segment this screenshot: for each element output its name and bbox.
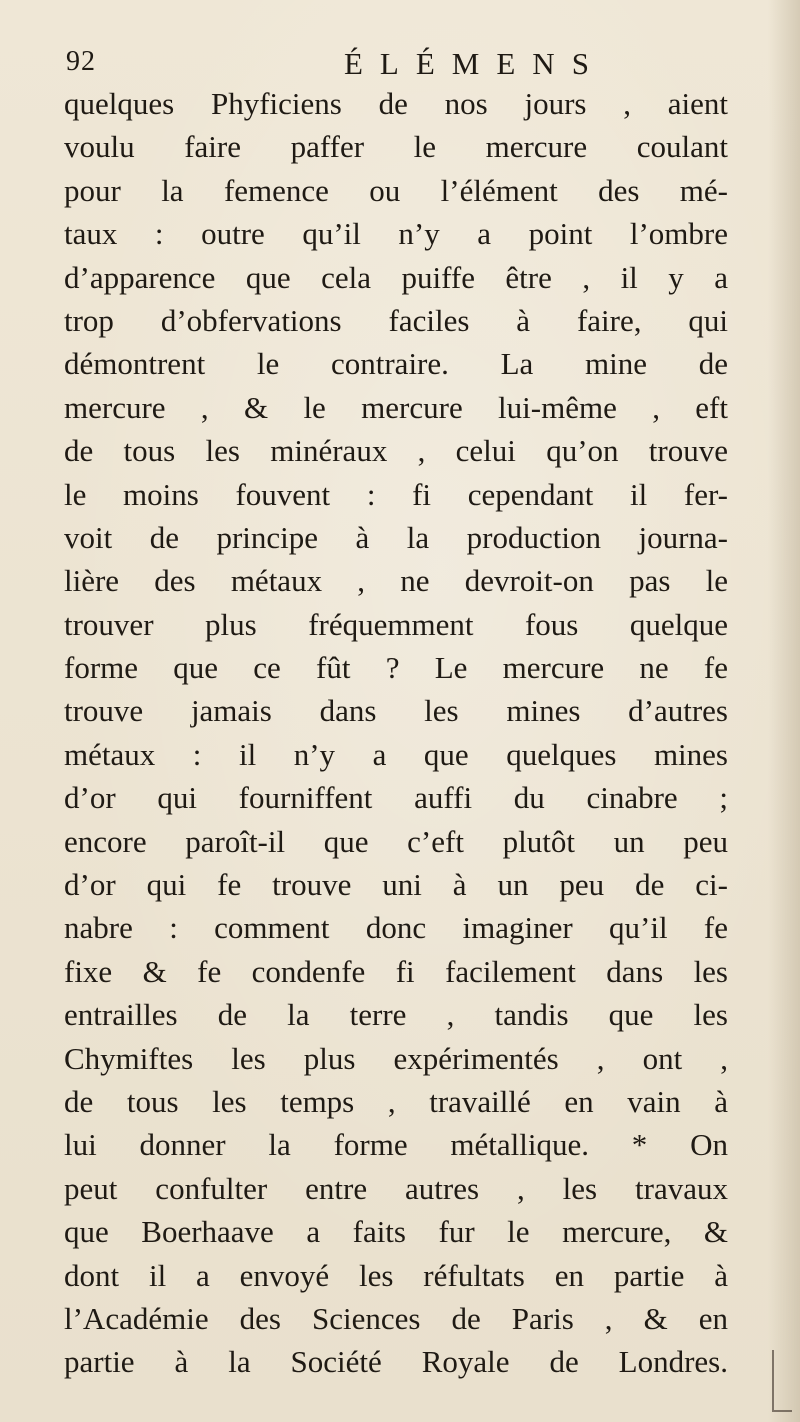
text-line: lui donner la forme métallique. * On — [64, 1127, 728, 1163]
text-line: pour la femence ou l’élément des mé- — [64, 172, 728, 208]
text-line: voit de principe à la production journa- — [64, 519, 728, 555]
running-head: ÉLÉMENS — [344, 46, 606, 81]
text-line: taux : outre qu’il n’y a point l’ombre — [64, 216, 728, 252]
text-line: entrailles de la terre , tandis que les — [64, 997, 728, 1033]
text-line: quelques Phyficiens de nos jours , aient — [64, 86, 728, 121]
text-line: que Boerhaave a faits fur le mercure, & — [64, 1214, 728, 1250]
text-line: encore paroît-il que c’eft plutôt un peu — [64, 823, 728, 859]
text-line: voulu faire paffer le mercure coulant — [64, 129, 728, 165]
text-line: peut confulter entre autres , les travaux — [64, 1170, 728, 1206]
text-line: d’or qui fourniffent auffi du cinabre ; — [64, 780, 728, 816]
body-text — [64, 82, 728, 1384]
text-line: d’or qui fe trouve uni à un peu de ci- — [64, 867, 728, 903]
page-number: 92 — [66, 46, 96, 77]
corner-mark — [772, 1350, 792, 1412]
text-line: fixe & fe condenfe fi facilement dans les — [64, 953, 728, 989]
text-line: forme que ce fût ? Le mercure ne fe — [64, 650, 728, 686]
text-line: mercure , & le mercure lui-même , eft — [64, 389, 728, 425]
text-line: le moins fouvent : fi cependant il fer- — [64, 476, 728, 512]
text-line: trouve jamais dans les mines d’autres — [64, 693, 728, 729]
text-line: lière des métaux , ne devroit-on pas le — [64, 563, 728, 599]
text-line: nabre : comment donc imaginer qu’il fe — [64, 910, 728, 946]
text-line: partie à la Société Royale de Londres. — [64, 1344, 728, 1380]
text-line: métaux : il n’y a que quelques mines — [64, 736, 728, 772]
text-line: l’Académie des Sciences de Paris , & en — [64, 1300, 728, 1336]
text-line: trop d’obfervations faciles à faire, qui — [64, 302, 728, 338]
text-line: de tous les temps , travaillé en vain à — [64, 1083, 728, 1119]
text-line: dont il a envoyé les réfultats en partie à — [64, 1257, 728, 1293]
text-line: Chymiftes les plus expérimentés , ont , — [64, 1040, 728, 1076]
text-line: démontrent le contraire. La mine de — [64, 346, 728, 382]
text-line: d’apparence que cela puiffe être , il y a — [64, 259, 728, 295]
text-line: de tous les minéraux , celui qu’on trouve — [64, 433, 728, 469]
page-edge-shadow — [768, 0, 800, 1422]
text-line: trouver plus fréquemment fous quelque — [64, 606, 728, 642]
page-header — [58, 38, 718, 88]
